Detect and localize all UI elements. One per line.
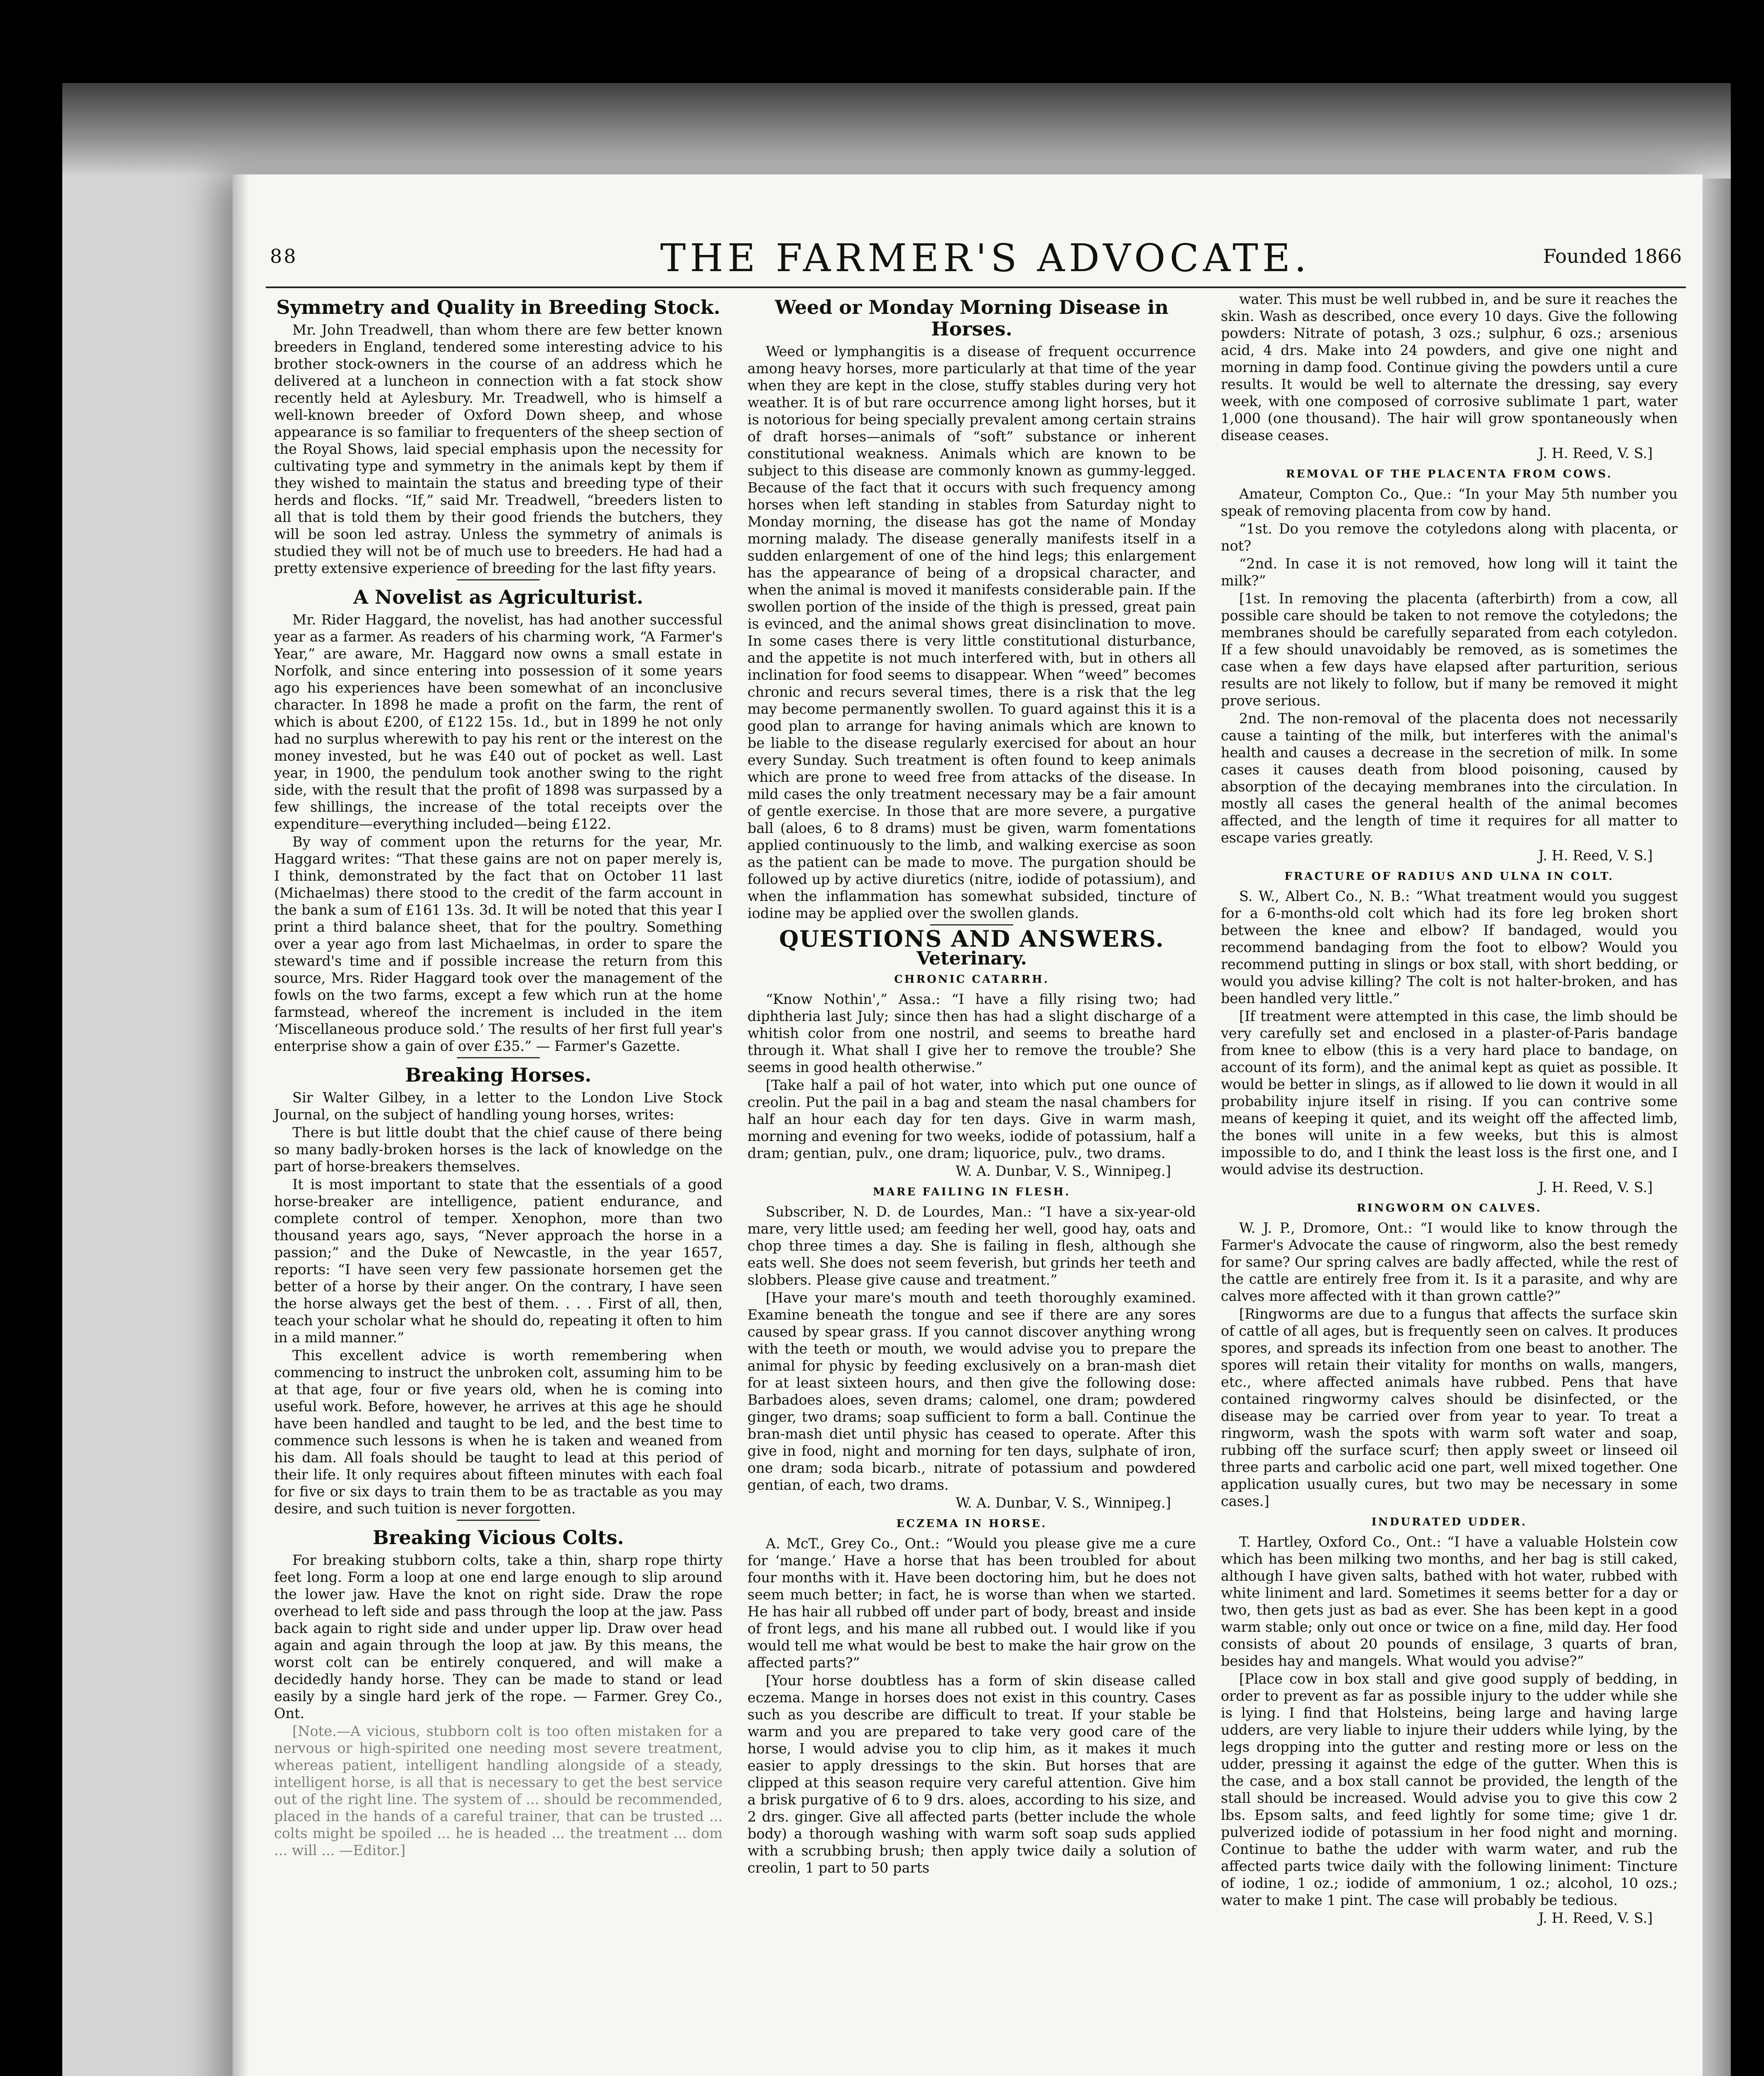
question-title: RINGWORM ON CALVES. (1357, 1202, 1542, 1214)
scan-border-top (0, 0, 1764, 83)
question-title: REMOVAL OF THE PLACENTA FROM COWS. (1286, 468, 1613, 480)
article-title: Breaking Horses. (405, 1064, 592, 1086)
article-paragraph: Weed or lymphangitis is a disease of frequent occurrence among heavy horses, more particularly at that time of the year when they are kept in the close, stuffy stables during very hot weather. It is of but rare occurrence among light horses, but it is notorious for being specially prevalent among certain strains of draft horses—animals of “soft” substance or inherent constitutional weakness. Animals which are known to be subject to this disease are commonly known as gummy-legged. Because of the fact that it occurs with such frequency among horses when left standing in stables from Saturday night to Monday morning, the disease has got the name of Monday morning malady. The disease generally manifests itself in a sudden enlargement of one of the hind legs; this enlargement has the appearance of being of a dropsical character, and when the animal is moved it manifests considerable pain. If the swollen portion of the inside of the thigh is pressed, great pain is evinced, and the animal shows great disinclination to move. In some cases there is very little constitutional disturbance, and the appetite is not much interfered with, but in others all inclination for food seems to disappear. When “weed” becomes chronic and recurs several times, there is a risk that the leg may become permanently swollen. To guard against this it is a good plan to arrange for having animals which are known to be liable to the disease regularly exercised for about an hour every Sunday. Such treatment is often found to keep animals which are prone to weed free from attacks of the disease. In mild cases the only treatment necessary may be a fair amount of gentle exercise. In those that are more severe, a purgative ball (aloes, 6 to 8 drams) must be given, warm fomentations applied continuously to the limb, and walking exercise as soon as the patient can be made to move. The purgation should be followed up by active diuretics (nitre, iodide of potassium), and when the inflammation has somewhat subsided, tincture of iodine may be applied over the swollen glands. (747, 343, 1196, 921)
question-title: INDURATED UDDER. (1371, 1516, 1527, 1528)
article-title: Symmetry and Quality in Breeding Stock. (276, 296, 720, 318)
article-paragraph: For breaking stubborn colts, take a thin, sharp rope thirty feet long. Form a loop at one end large enough to slip around the lower jaw. Have the knot on right side. Draw the rope overhead to left side and pass through the loop at the jaw. Pass back again to right side and under upper lip. Draw over head again and again through the loop at jaw. By this means, the worst colt can be entirely conquered, and will make a decidedly handy horse. They can be made to stand or lead easily by a single hard jerk of the rope. — Farmer. Grey Co., Ont. (274, 1552, 723, 1721)
question-text: Amateur, Compton Co., Que.: “In your May 5th number you speak of removing placenta from cow by hand. (1221, 486, 1678, 519)
question-title: ECZEMA IN HORSE. (896, 1518, 1047, 1530)
question-text: “Know Nothin',” Assa.: “I have a filly rising two; had diphtheria last July; since then has had a slight discharge of a whitish color from one nostril, and seems to breathe hard through it. What shall I give her to remove the trouble? She seems in good health otherwise.” (747, 991, 1196, 1075)
column-3 (1221, 291, 1678, 1927)
page-edge (233, 174, 249, 2076)
answer-text: [Have your mare's mouth and teeth thoroughly examined. Examine beneath the tongue and see if there are any sores caused by spear grass. If you cannot discover anything wrong with the teeth or mouth, we would advise you to prepare the animal for physic by feeding exclusively on a bran-mash diet for at least sixteen hours, and then give the following dose: Barbadoes aloes, seven drams; calomel, one dram; powdered ginger, two drams; soap sufficient to form a ball. Continue the bran-mash diet until physic has ceased to operate. After this give in food, night and morning for ten days, sulphate of iron, one dram; soda bicarb., nitrate of potassium and powdered gentian, of each, two drams. (747, 1290, 1196, 1493)
question-text: A. McT., Grey Co., Ont.: “Would you please give me a cure for ‘mange.’ Have a horse that has been troubled for about four months with it. Have been doctoring him, but he does not seem much better; in fact, he is worse than when we started. He has hair all rubbed off under part of body, breast and inside of front legs, and his mane all rubbed out. I would like if you would tell me what would be best to make the hair grow on the affected parts?” (747, 1535, 1196, 1671)
question-text: “2nd. In case it is not removed, how long will it taint the milk?” (1221, 556, 1678, 589)
section-title: QUESTIONS AND ANSWERS. (779, 925, 1164, 952)
scan-border-right (1731, 0, 1764, 2076)
article-title: A Novelist as Agriculturist. (353, 586, 644, 608)
founded-note: Founded 1866 (1543, 245, 1682, 267)
answer-text: [Take half a pail of hot water, into which put one ounce of creolin. Put the pail in a bag and steam the nasal chambers for half an hour each day for ten days. Give in warm mash, morning and evening for two weeks, iodide of potassium, half a dram; gentian, pulv., one dram; liquorice, pulv., two drams. (747, 1077, 1196, 1161)
article-paragraph: There is but little doubt that the chief cause of there being so many badly-broken horses is the lack of knowledge on the part of horse-breakers themselves. (274, 1124, 723, 1175)
article-paragraph: Mr. John Treadwell, than whom there are few better known breeders in England, tendered some interesting advice to his brother stock-owners in the course of an address which he delivered at a luncheon in connection with a fat stock show recently held at Aylesbury. Mr. Treadwell, who is himself a well-known breeder of Oxford Down sheep, and whose appearance is so familiar to frequenters of the sheep section of the Royal Shows, laid special emphasis upon the necessity for cultivating type and symmetry in the animals kept by them if they wished to maintain the status and breeding type of their herds and flocks. “If,” said Mr. Treadwell, “breeders listen to all that is told them by their good friends the butchers, they will be soon led astray. Unless the symmetry of animals is studied they will not be of much use to breeders. He had had a pretty extensive experience of breeding for the last fifty years. (274, 322, 723, 576)
article-title: Weed or Monday Morning Disease in Horses. (774, 296, 1169, 340)
article-title: Breaking Vicious Colts. (372, 1526, 624, 1549)
question-title: FRACTURE OF RADIUS AND ULNA IN COLT. (1284, 870, 1614, 883)
divider (457, 1520, 540, 1521)
signature: J. H. Reed, V. S.] (1538, 1910, 1653, 1926)
signature: J. H. Reed, V. S.] (1538, 847, 1653, 864)
answer-text: 2nd. The non-removal of the placenta does not necessarily cause a tainting of the milk, but interferes with the animal's health and causes a decrease in the secretion of milk. In some cases it causes death from blood poisoning, caused by absorption of the decaying membranes into the circulation. In mostly all cases the general health of the animal becomes affected, and the length of time it requires for all matter to escape varies greatly. (1221, 710, 1678, 846)
signature: W. A. Dunbar, V. S., Winnipeg.] (956, 1495, 1171, 1511)
header-rule (266, 286, 1686, 288)
answer-text: water. This must be well rubbed in, and be sure it reaches the skin. Wash as described, once every 10 days. Give the following powders: Nitrate of potash, 3 ozs.; sulphur, 6 ozs.; arsenious acid, 4 drs. Make into 24 powders, and give one night and morning in damp food. Continue giving the powders until a cure results. It would be well to alternate the dressing, say every week, with one composed of corrosive sublimate 1 part, water 1,000 (one thousand). The hair will grow spontaneously when disease ceases. (1221, 291, 1678, 443)
masthead: THE FARMER'S ADVOCATE. (660, 236, 1311, 280)
subsection-title: Veterinary. (916, 948, 1027, 969)
article-paragraph: It is most important to state that the essentials of a good horse-breaker are intelligence, patient endurance, and complete control of temper. Xenophon, more than two thousand years ago, says, “Never approach the horse in a passion;” and the Duke of Newcastle, in the year 1657, reports: “I have seen very few passionate horsemen get the better of a horse by their anger. On the contrary, I have seen the horse always get the best of them. . . . First of all, then, teach your scholar what he should do, repeating it often to him in a mild manner.” (274, 1176, 723, 1346)
divider (457, 1057, 540, 1058)
page-fold (1703, 179, 1731, 2076)
question-title: MARE FAILING IN FLESH. (872, 1186, 1071, 1198)
question-text: W. J. P., Dromore, Ont.: “I would like to know through the Farmer's Advocate the cause of ringworm, also the best remedy for same? Our spring calves are badly affected, while the rest of the cattle are entirely free from it. Is it a parasite, and why are calves more affected with it than grown cattle?” (1221, 1220, 1678, 1304)
signature: W. A. Dunbar, V. S., Winnipeg.] (956, 1163, 1171, 1179)
page-shadow (62, 83, 1731, 174)
article-paragraph-faded: [Note.—A vicious, stubborn colt is too often mistaken for a nervous or high-spirited one needing most severe treatment, whereas patient, intelligent handling alongside of a steady, intelligent horse, is all that is necessary to get the best service out of the right line. The system of ... should be recommended, placed in the hands of a careful trainer, that can be trusted ... colts might be spoiled ... he is headed ... the treatment ... dom ... will ... —Editor.] (274, 1723, 723, 1858)
article-paragraph: This excellent advice is worth remembering when commencing to instruct the unbroken colt, assuming him to be at that age, four or five years old, when he is coming into useful work. Before, however, he arrives at this age he should have been handled and taught to be led, and the best time to commence such lessons is when he is taken and weaned from his dam. All foals should be taught to lead at this period of their life. It only requires about fifteen minutes with each foal for five or six days to train them to be as tractable as you may desire, and such tuition is never forgotten. (274, 1347, 723, 1517)
signature: J. H. Reed, V. S.] (1538, 1179, 1653, 1195)
article-paragraph: Mr. Rider Haggard, the novelist, has had another successful year as a farmer. As readers of his charming work, “A Farmer's Year,” are aware, Mr. Haggard now owns a small estate in Norfolk, and since entering into possession of it some years ago his experiences have been somewhat of an inconclusive character. In 1898 he made a profit on the farm, the rent of which is about £200, of £122 15s. 1d., but in 1899 he not only had no surplus wherewith to pay his rent or the interest on the money invested, but he was £40 out of pocket as well. Last year, in 1900, the pendulum took another swing to the right side, with the result that the profit of 1898 was surpassed by a few shillings, the increase of the total receipts over the expenditure—everything included—being £122. (274, 612, 723, 832)
article-paragraph: By way of comment upon the returns for the year, Mr. Haggard writes: “That these gains are not on paper merely is, I think, demonstrated by the fact that on October 11 last (Michaelmas) there stood to the credit of the farm account in the bank a sum of £161 13s. 3d. It will be noted that this year I print a third balance sheet, that for the poultry. Something over a year ago from last Michaelmas, in order to spare the steward's time and if possible increase the return from this source, Mrs. Rider Haggard took over the management of the fowls on the two farms, except a few which run at the home farmstead, whereof the increment is included in the item ‘Miscellaneous produce sold.’ The results of her first full year's enterprise show a gain of over £35.” — Farmer's Gazette. (274, 834, 723, 1054)
question-text: S. W., Albert Co., N. B.: “What treatment would you suggest for a 6-months-old colt which had its fore leg broken short between the knee and elbow? If bandaged, would you recommend bandaging from the foot to elbow? Would you recommend putting in slings or box stall, with short bedding, or would you advise killing? The colt is not halter-broken, and has been handled very little.” (1221, 888, 1678, 1006)
column-2 (747, 291, 1196, 1877)
page-number: 88 (270, 245, 298, 267)
question-text: Subscriber, N. D. de Lourdes, Man.: “I have a six-year-old mare, very little used; am feeding her well, good hay, oats and chop three times a day. She is failing in flesh, although she eats well. She does not seem feverish, but grinds her teeth and slobbers. Please give cause and treatment.” (747, 1204, 1196, 1288)
answer-text: [If treatment were attempted in this case, the limb should be very carefully set and enclosed in a plaster-of-Paris bandage from knee to elbow (this is a very hard place to bandage, on account of its form), and the animal kept as quiet as possible. It would be better in slings, as if allowed to lie down it would in all probability injure itself in rising. If you can contrive some means of keeping it quiet, and its weight off the affected limb, the bones will unite in a few weeks, but this is almost impossible to do, and I think the least loss is the first one, and I would advise its destruction. (1221, 1008, 1678, 1178)
answer-text: [Your horse doubtless has a form of skin disease called eczema. Mange in horses does not exist in this country. Cases such as you describe are difficult to treat. If your stable be warm and you are prepared to take very good care of the horse, I would advise you to clip him, as it makes it much easier to apply dressings to the skin. But horses that are clipped at this season require very careful attention. Give him a brisk purgative of 6 to 9 drs. aloes, according to his size, and 2 drs. ginger. Give all affected parts (better include the whole body) a thorough washing with warm soft soap suds applied with a scrubbing brush; then apply twice daily a solution of creolin, 1 part to 50 parts (747, 1672, 1196, 1876)
divider (457, 579, 540, 580)
article-paragraph: Sir Walter Gilbey, in a letter to the London Live Stock Journal, on the subject of handling young horses, writes: (274, 1089, 723, 1123)
column-1 (274, 291, 723, 1860)
scan-border-left (0, 0, 62, 2076)
signature: J. H. Reed, V. S.] (1538, 445, 1653, 461)
page-header (266, 233, 1686, 291)
question-text: T. Hartley, Oxford Co., Ont.: “I have a valuable Holstein cow which has been milking two months, and her bag is still caked, although I have given salts, bathed with hot water, rubbed with white liniment and lard. Sometimes it seems better for a day or two, then gets just as bad as ever. She has been kept in a good warm stable; only out once or twice on a fine, mild day. Her food consists of about 20 pounds of ensilage, 3 quarts of bran, besides hay and mangels. What would you advise?” (1221, 1534, 1678, 1669)
answer-text: [Ringworms are due to a fungus that affects the surface skin of cattle of all ages, but is frequently seen on calves. It produces spores, and spreads its infection from one beast to another. The spores will retain their vitality for months on walls, mangers, etc., where affected animals have rubbed. Pens that have contained ringwormy calves should be disinfected, or the disease may be carried over from year to year. To treat a ringworm, wash the spots with warm soft water and soap, rubbing off the surface scurf; then apply sweet or linseed oil three parts and carbolic acid one part, well mixed together. One application usually cures, but two may be necessary in some cases.] (1221, 1306, 1678, 1509)
answer-text: [Place cow in box stall and give good supply of bedding, in order to prevent as far as possible injury to the udder while she is lying. I find that Holsteins, being large and having large udders, are very liable to injure their udders while lying, by the legs dropping into the gutter and resting more or less on the udder, pressing it against the edge of the gutter. When this is the case, and a box stall cannot be provided, the length of the stall should be increased. Would advise you to give this cow 2 lbs. Epsom salts, and feed lightly for some time; give 1 dr. pulverized iodide of potassium in her food night and morning. Continue to bathe the udder with warm water, and rub the affected parts twice daily with the following liniment: Tincture of iodine, 1 oz.; iodide of ammonium, 1 oz.; alcohol, 10 ozs.; water to make 1 pint. The case will probably be tedious. (1221, 1671, 1678, 1908)
question-title: CHRONIC CATARRH. (894, 973, 1049, 986)
answer-text: [1st. In removing the placenta (afterbirth) from a cow, all possible care should be taken to not remove the cotyledons; the membranes should be carefully separated from each cotyledon. If a few should unavoidably be removed, as is sometimes the case when a few days have elapsed after parturition, serious results are not likely to follow, but if many be removed it might prove serious. (1221, 590, 1678, 709)
question-text: “1st. Do you remove the cotyledons along with placenta, or not? (1221, 521, 1678, 554)
